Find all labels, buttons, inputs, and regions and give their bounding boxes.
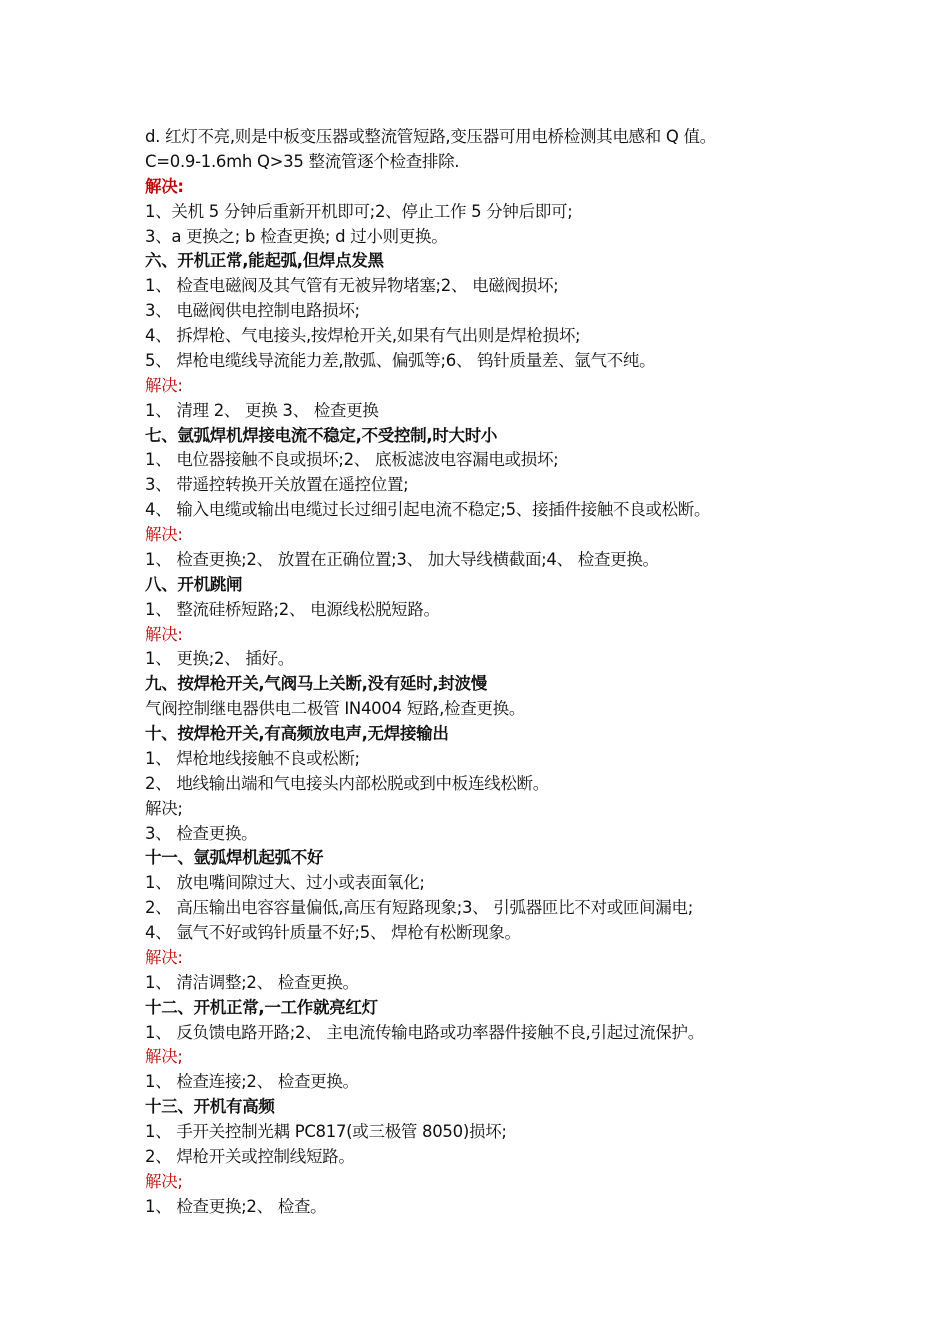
text-line: 1、 整流硅桥短路;2、 电源线松脱短路。 <box>145 599 440 619</box>
solution-label: 解决: <box>145 375 183 395</box>
text-line: d. 红灯不亮,则是中板变压器或整流管短路,变压器可用电桥检测其电感和 Q 值。 <box>145 127 716 146</box>
solution-label: 解决; <box>145 1047 183 1067</box>
text-line: 1、关机 5 分钟后重新开机即可;2、停止工作 5 分钟后即可; <box>145 201 573 221</box>
text-line: 1、 电位器接触不良或损坏;2、 底板滤波电容漏电或损坏; <box>145 450 559 470</box>
solution-label: 解决: <box>145 176 184 196</box>
section-heading: 九、按焊枪开关,气阀马上关断,没有延时,封波慢 <box>145 674 487 694</box>
solution-label: 解决: <box>145 525 183 544</box>
solution-label: 解决: <box>145 947 183 967</box>
text-line: 1、 清洁调整;2、 检查更换。 <box>145 972 359 992</box>
section-heading: 十三、开机有高频 <box>145 1097 275 1117</box>
section-heading: 十、按焊枪开关,有高频放电声,无焊接输出 <box>145 724 449 743</box>
document-body <box>145 125 825 1220</box>
text-line: 1、 手开关控制光耦 PC817(或三极管 8050)损坏; <box>145 1122 507 1141</box>
text-line: 3、 带遥控转换开关放置在遥控位置; <box>145 475 409 495</box>
text-line: 1、 清理 2、 更换 3、 检查更换 <box>145 400 379 420</box>
text-line: 3、 电磁阀供电控制电路损坏; <box>145 301 360 321</box>
text-line: 4、 拆焊枪、气电接头,按焊枪开关,如果有气出则是焊枪损坏; <box>145 326 581 345</box>
section-heading: 八、开机跳闸 <box>145 574 243 594</box>
solution-label: 解决: <box>145 624 183 644</box>
text-line: 1、 反负馈电路开路;2、 主电流传输电路或功率器件接触不良,引起过流保护。 <box>145 1022 704 1042</box>
text-line: 1、 焊枪地线接触不良或松断; <box>145 748 360 768</box>
text-line: 5、 焊枪电缆线导流能力差,散弧、偏弧等;6、 钨针质量差、氩气不纯。 <box>145 350 656 370</box>
text-line: 1、 放电嘴间隙过大、过小或表面氧化; <box>145 873 425 893</box>
text-line: 1、 检查更换;2、 放置在正确位置;3、 加大导线横截面;4、 检查更换。 <box>145 549 659 569</box>
text-line: 1、 检查更换;2、 检查。 <box>145 1196 327 1216</box>
text-line: C=0.9-1.6mh Q>35 整流管逐个检查排除. <box>145 151 460 171</box>
text-line: 气阀控制继电器供电二极管 IN4004 短路,检查更换。 <box>145 699 526 719</box>
text-line: 4、 氩气不好或钨针质量不好;5、 焊枪有松断现象。 <box>145 923 521 942</box>
section-heading: 十一、氩弧焊机起弧不好 <box>145 848 324 868</box>
text-line: 3、 检查更换。 <box>145 823 258 843</box>
text-line: 1、 检查电磁阀及其气管有无被异物堵塞;2、 电磁阀损坏; <box>145 276 559 296</box>
text-line: 2、 高压输出电容容量偏低,高压有短路现象;3、 引弧器匝比不对或匝间漏电; <box>145 898 693 918</box>
section-heading: 六、开机正常,能起弧,但焊点发黑 <box>145 251 384 271</box>
text-line: 1、 检查连接;2、 检查更换。 <box>145 1072 359 1092</box>
section-heading: 七、氩弧焊机焊接电流不稳定,不受控制,时大时小 <box>145 425 498 445</box>
section-heading: 十二、开机正常,一工作就亮红灯 <box>145 997 378 1017</box>
solution-label: 解决; <box>145 1171 183 1191</box>
text-line: 4、 输入电缆或输出电缆过长过细引起电流不稳定;5、接插件接触不良或松断。 <box>145 500 711 520</box>
text-line: 2、 焊枪开关或控制线短路。 <box>145 1146 355 1166</box>
text-line: 2、 地线输出端和气电接头内部松脱或到中板连线松断。 <box>145 773 549 793</box>
text-line: 1、 更换;2、 插好。 <box>145 649 294 669</box>
text-line: 3、a 更换之; b 检查更换; d 过小则更换。 <box>145 226 448 246</box>
text-line: 解决; <box>145 798 183 818</box>
